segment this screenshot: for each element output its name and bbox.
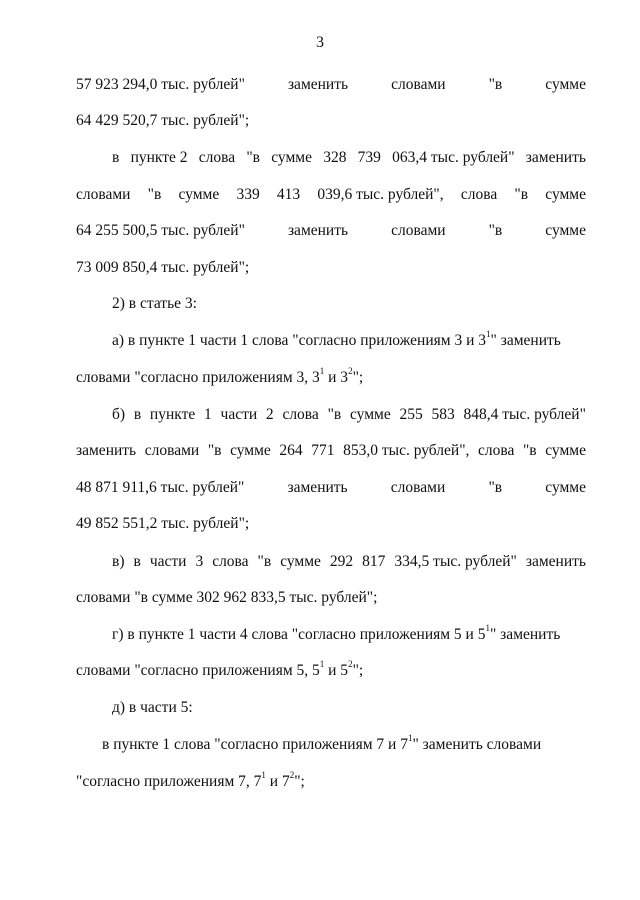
text-line-13: 49 852 551,2 тыс. рублей"; bbox=[76, 515, 250, 532]
text-line-20: "согласно приложениям 7, $7^1$ и $7^2$"; bbox=[76, 769, 305, 790]
text-line-18: д) в части 5: bbox=[112, 699, 193, 716]
text-line-19: в пункте 1 слова "согласно приложениям 7 и $7^1$" заменить словами bbox=[102, 732, 542, 753]
text-line-7: 2) в статье 3: bbox=[112, 295, 197, 312]
text-line-6: 73 009 850,4 тыс. рублей"; bbox=[76, 259, 250, 276]
text-line-11: заменить словами "в сумме 264 771 853,0 тыс. рублей", слова "в сумме bbox=[76, 442, 586, 459]
text-line-9: словами "согласно приложениям 3, $3^1$ и $3^2$"; bbox=[76, 365, 364, 386]
text-line-17: словами "согласно приложениям 5, $5^1$ и $5^2$"; bbox=[76, 658, 364, 679]
text-line-2: 64 429 520,7 тыс. рублей"; bbox=[76, 112, 250, 129]
text-line-3: в пункте 2 слова "в сумме 328 739 063,4 тыс. рублей" заменить bbox=[112, 149, 586, 166]
text-line-1: 57 923 294,0 тыс. рублей" заменить словами "в сумме bbox=[76, 76, 586, 93]
text-line-15: словами "в сумме 302 962 833,5 тыс. рублей"; bbox=[76, 589, 378, 606]
text-line-4: словами "в сумме 339 413 039,6 тыс. рублей", слова "в сумме bbox=[76, 186, 586, 203]
text-line-10: б) в пункте 1 части 2 слова "в сумме 255 583 848,4 тыс. рублей" bbox=[112, 406, 586, 423]
text-line-8: а) в пункте 1 части 1 слова "согласно приложениям 3 и $3^1$" заменить bbox=[112, 328, 561, 349]
text-line-5: 64 255 500,5 тыс. рублей" заменить словами "в сумме bbox=[76, 222, 586, 239]
text-line-14: в) в части 3 слова "в сумме 292 817 334,5 тыс. рублей" заменить bbox=[112, 553, 586, 570]
text-line-12: 48 871 911,6 тыс. рублей" заменить словами "в сумме bbox=[76, 479, 586, 496]
page-number: 3 bbox=[316, 34, 324, 51]
text-line-16: г) в пункте 1 части 4 слова "согласно приложениям 5 и $5^1$" заменить bbox=[112, 622, 561, 643]
